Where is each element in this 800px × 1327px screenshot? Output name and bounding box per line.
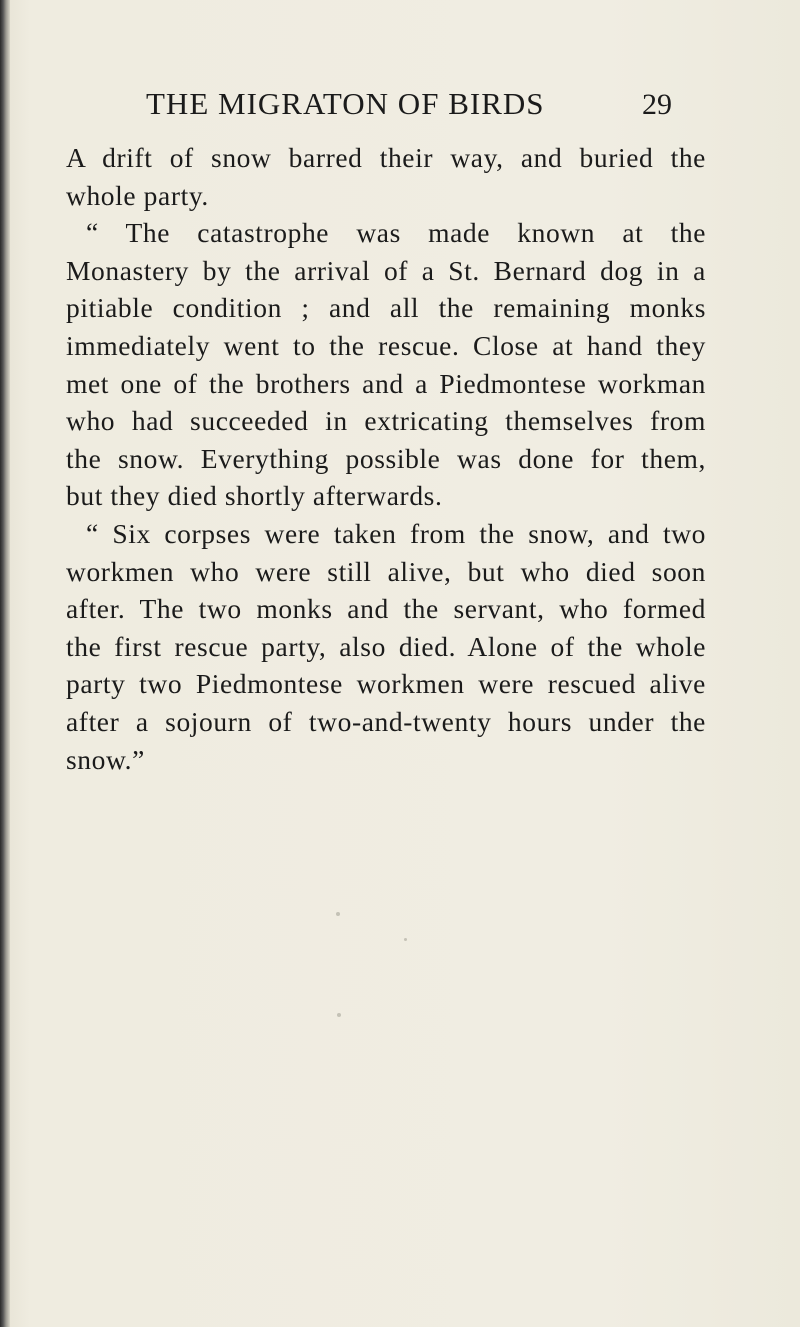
text-line: the snow. Everything possible was done for them, <box>66 442 706 474</box>
text-line: workmen who were still alive, but who died soon <box>66 555 706 587</box>
text-line: immediately went to the rescue. Close at hand they <box>66 329 706 361</box>
page-number: 29 <box>642 88 672 121</box>
text-line: A drift of snow barred their way, and buried the <box>66 142 706 173</box>
running-header: THE MIGRATON OF BIRDS <box>146 86 545 121</box>
text-line: snow.” <box>66 743 145 775</box>
body-text <box>66 139 706 778</box>
binding-edge <box>0 0 10 1327</box>
text-line: Monastery by the arrival of a St. Bernard dog in a <box>66 254 706 286</box>
text-line: party two Piedmontese workmen were rescued alive <box>66 668 706 700</box>
text-line: after a sojourn of two-and-twenty hours under the <box>66 705 706 737</box>
text-line: the first rescue party, also died. Alone of the whole <box>66 630 706 662</box>
text-line: but they died shortly afterwards. <box>66 480 443 512</box>
text-line: “ Six corpses were taken from the snow, and two <box>86 517 706 549</box>
text-line: “ The catastrophe was made known at the <box>86 217 706 249</box>
paper-speck <box>337 1013 341 1017</box>
paper-speck <box>336 912 340 916</box>
paper-speck <box>404 938 407 941</box>
text-line: pitiable condition ; and all the remaining monks <box>66 292 706 324</box>
text-line: who had succeeded in extricating themselves from <box>66 405 706 437</box>
text-line: met one of the brothers and a Piedmontese workman <box>66 367 706 399</box>
text-line: after. The two monks and the servant, who formed <box>66 593 706 625</box>
text-line: whole party. <box>66 179 209 211</box>
